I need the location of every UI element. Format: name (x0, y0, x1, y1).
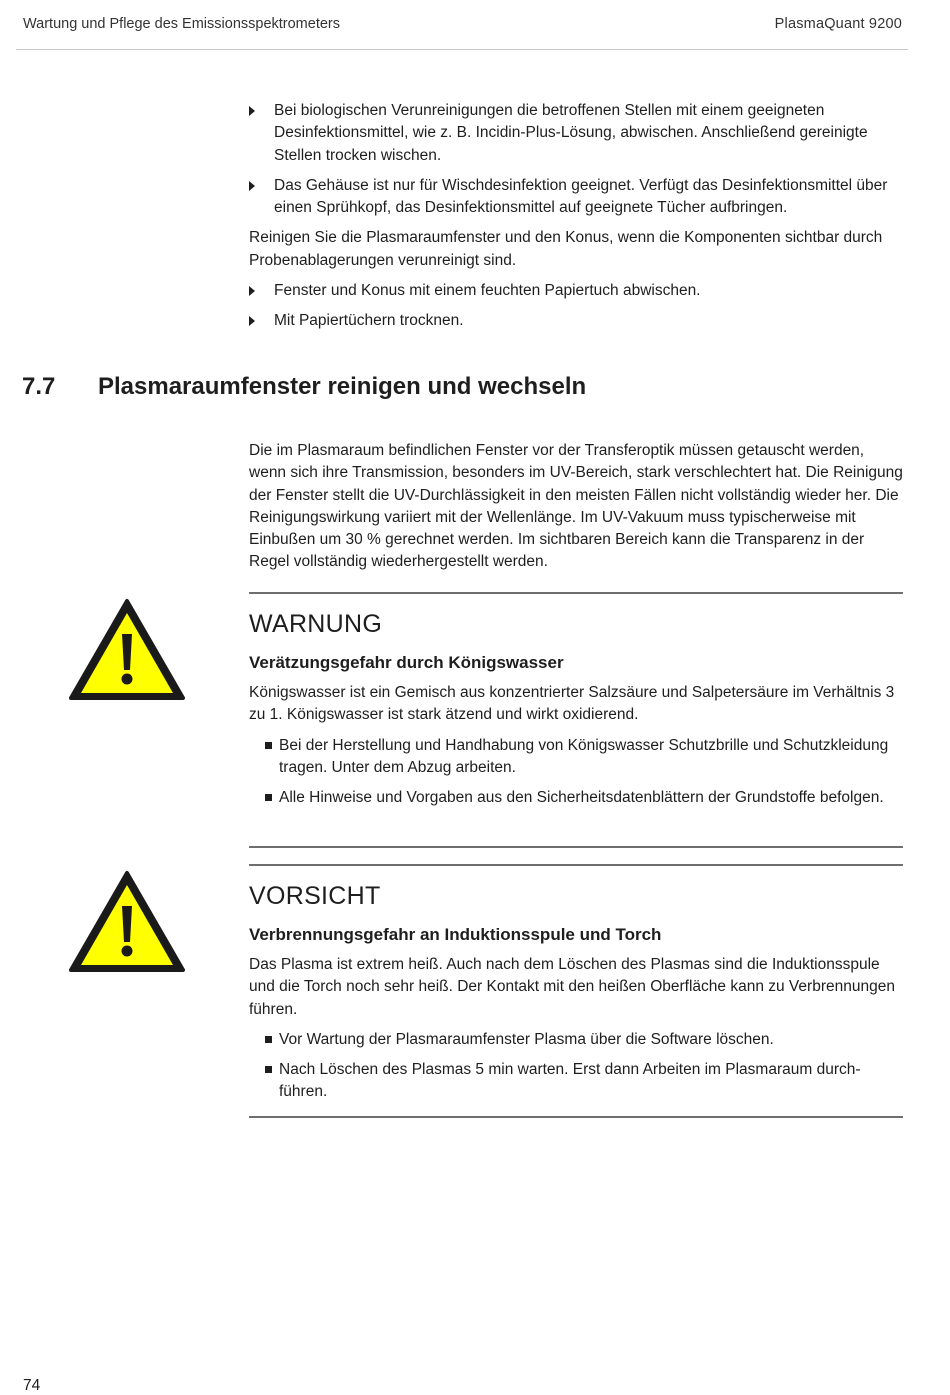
list-item-text: Bei biologischen Verunreinigungen die betroffenen Stellen mit einem geeigneten Desinfektionsmittel, wie z. B. Incidin-Plus-Lösung, abwischen. Anschließend gereinigte Stellen trocken wischen. (274, 102, 868, 164)
bullet-triangle-icon (249, 286, 255, 296)
section-title: Plasmaraumfenster reinigen und wechseln (98, 373, 587, 400)
header-divider (16, 49, 908, 50)
list-item-text: Das Gehäuse ist nur für Wischdesinfektion geeignet. Verfügt das Desinfektionsmittel über einen Sprühkopf, das Desinfektionsmittel auf geeignete Tücher aufbringen. (274, 176, 888, 217)
list-item-text: Nach Löschen des Plasmas 5 min warten. Erst dann Arbeiten im Plasmaraum durchführen. (279, 1061, 861, 1101)
caution-box (249, 864, 903, 1118)
paragraph: Die im Plasmaraum befindlichen Fenster vor der Transferoptik müssen getauscht werden, wenn sich ihre Transmission, besonders im UV-Bereich, stark verschlechtert hat. Die Reinigung der Fenster stellt die UV-Durchlässigkeit in den meisten Fällen nicht vollständig wieder her. Die Reinigungswirkung variiert mit der Wellenlänge. Im UV-Vakuum muss typischerweise mit Einbußen um 30 % gerechnet werden. Im sichtbaren Bereich kann die Transparenz in der Regel vollständig wiederhergestellt werden. (249, 442, 903, 571)
section-number: 7.7 (22, 373, 56, 400)
bullet-triangle-icon (249, 106, 255, 116)
list-item-text: Fenster und Konus mit einem feuchten Papiertuch abwischen. (274, 282, 701, 300)
bullet-triangle-icon (249, 181, 255, 191)
bullet-square-icon (265, 1036, 272, 1043)
list-item (249, 735, 903, 780)
warning-triangle-icon (68, 598, 186, 702)
warning-box (249, 592, 903, 848)
warning-triangle-icon (68, 870, 186, 974)
list-item (249, 175, 903, 220)
section-body (249, 440, 903, 582)
paragraph: Reinigen Sie die Plasmaraumfenster und den Konus, wenn die Komponenten sichtbar durch Probenablagerungen verunreinigt sind. (249, 229, 883, 269)
list-item-text: Bei der Herstellung und Handhabung von Königswasser Schutzbrille und Schutzkleidung tragen. Unter dem Abzug arbeiten. (279, 736, 889, 776)
list-item-text: Alle Hinweise und Vorgaben aus den Sicherheitsdatenblättern der Grundstoffe befolgen. (279, 789, 884, 807)
caution-subtitle: Verbrennungsgefahr an Induktionsspule und Torch (249, 925, 662, 944)
list-item (249, 280, 903, 302)
list-item (249, 1029, 903, 1051)
section-heading (22, 373, 902, 401)
warning-subtitle: Verätzungsgefahr durch Königswasser (249, 653, 564, 672)
intro-block (249, 100, 903, 341)
running-header-chapter: Wartung und Pflege des Emissionsspektrometers (23, 16, 340, 32)
caution-text: Das Plasma ist extrem heiß. Auch nach dem Löschen des Plasmas sind die Induktionsspule und die Torch noch sehr heiß. Der Kontakt mit den heißen Oberfläche kann zu Verbrennungen führen. (249, 956, 895, 1018)
caution-title: VORSICHT (249, 882, 381, 910)
list-item (249, 310, 903, 332)
warning-title: WARNUNG (249, 610, 383, 638)
list-item (249, 100, 903, 167)
bullet-triangle-icon (249, 316, 255, 326)
bullet-square-icon (265, 1066, 272, 1073)
page-number: 74 (23, 1377, 41, 1394)
bullet-square-icon (265, 742, 272, 749)
list-item-text: Mit Papiertüchern trocknen. (274, 312, 464, 330)
list-item-text: Vor Wartung der Plasmaraumfenster Plasma über die Software löschen. (279, 1030, 774, 1048)
bullet-square-icon (265, 794, 272, 801)
running-header-product: PlasmaQuant 9200 (774, 16, 902, 32)
list-item (249, 787, 903, 809)
list-item (249, 1059, 903, 1104)
warning-text: Königswasser ist ein Gemisch aus konzentrierter Salzsäure und Salpetersäure im Verhältnis 3 zu 1. Königswasser ist stark ätzend und wirkt oxidierend. (249, 684, 895, 724)
